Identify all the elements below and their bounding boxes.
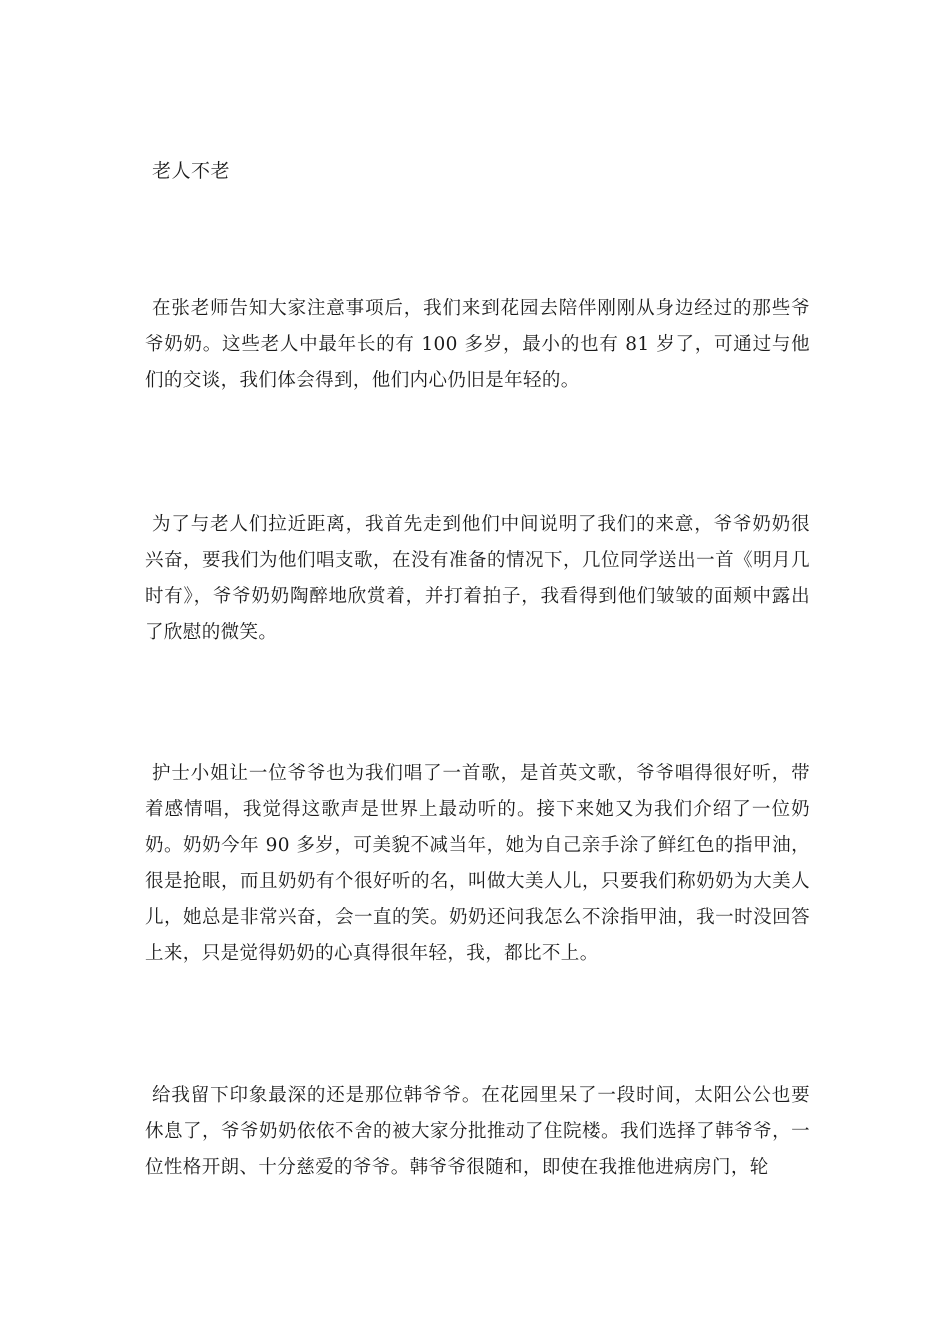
document-title: 老人不老 — [152, 160, 231, 182]
paragraph-3: 护士小姐让一位爷爷也为我们唱了一首歌，是首英文歌，爷爷唱得很好听，带着感情唱，我觉得这歌声是世界上最动听的。接下来她又为我们介绍了一位奶奶。奶奶今年 90 多岁，可美貌不减当年，她为自己亲手涂了鲜红色的指甲油，很是抢眼，而且奶奶有个很好听的名，叫做大美人儿，只要我们称奶奶为大美人儿，她总是非常兴奋，会一直的笑。奶奶还问我怎么不涂指甲油，我一时没回答上来，只是觉得奶奶的心真得很年轻，我，都比不上。 — [145, 763, 810, 964]
paragraph-1: 在张老师告知大家注意事项后，我们来到花园去陪伴刚刚从身边经过的那些爷爷奶奶。这些老人中最年长的有 100 多岁，最小的也有 81 岁了，可通过与他们的交谈，我们体会得到，他们内心仍旧是年轻的。 — [145, 298, 810, 391]
paragraph-4: 给我留下印象最深的还是那位韩爷爷。在花园里呆了一段时间，太阳公公也要休息了，爷爷奶奶依依不舍的被大家分批推动了住院楼。我们选择了韩爷爷，一位性格开朗、十分慈爱的爷爷。韩爷爷很随和，即使在我推他进病房门，轮 — [145, 1085, 810, 1178]
paragraph-2: 为了与老人们拉近距离，我首先走到他们中间说明了我们的来意，爷爷奶奶很兴奋，要我们为他们唱支歌，在没有准备的情况下，几位同学送出一首《明月几时有》，爷爷奶奶陶醉地欣赏着，并打着拍子，我看得到他们皱皱的面颊中露出了欣慰的微笑。 — [145, 514, 810, 643]
